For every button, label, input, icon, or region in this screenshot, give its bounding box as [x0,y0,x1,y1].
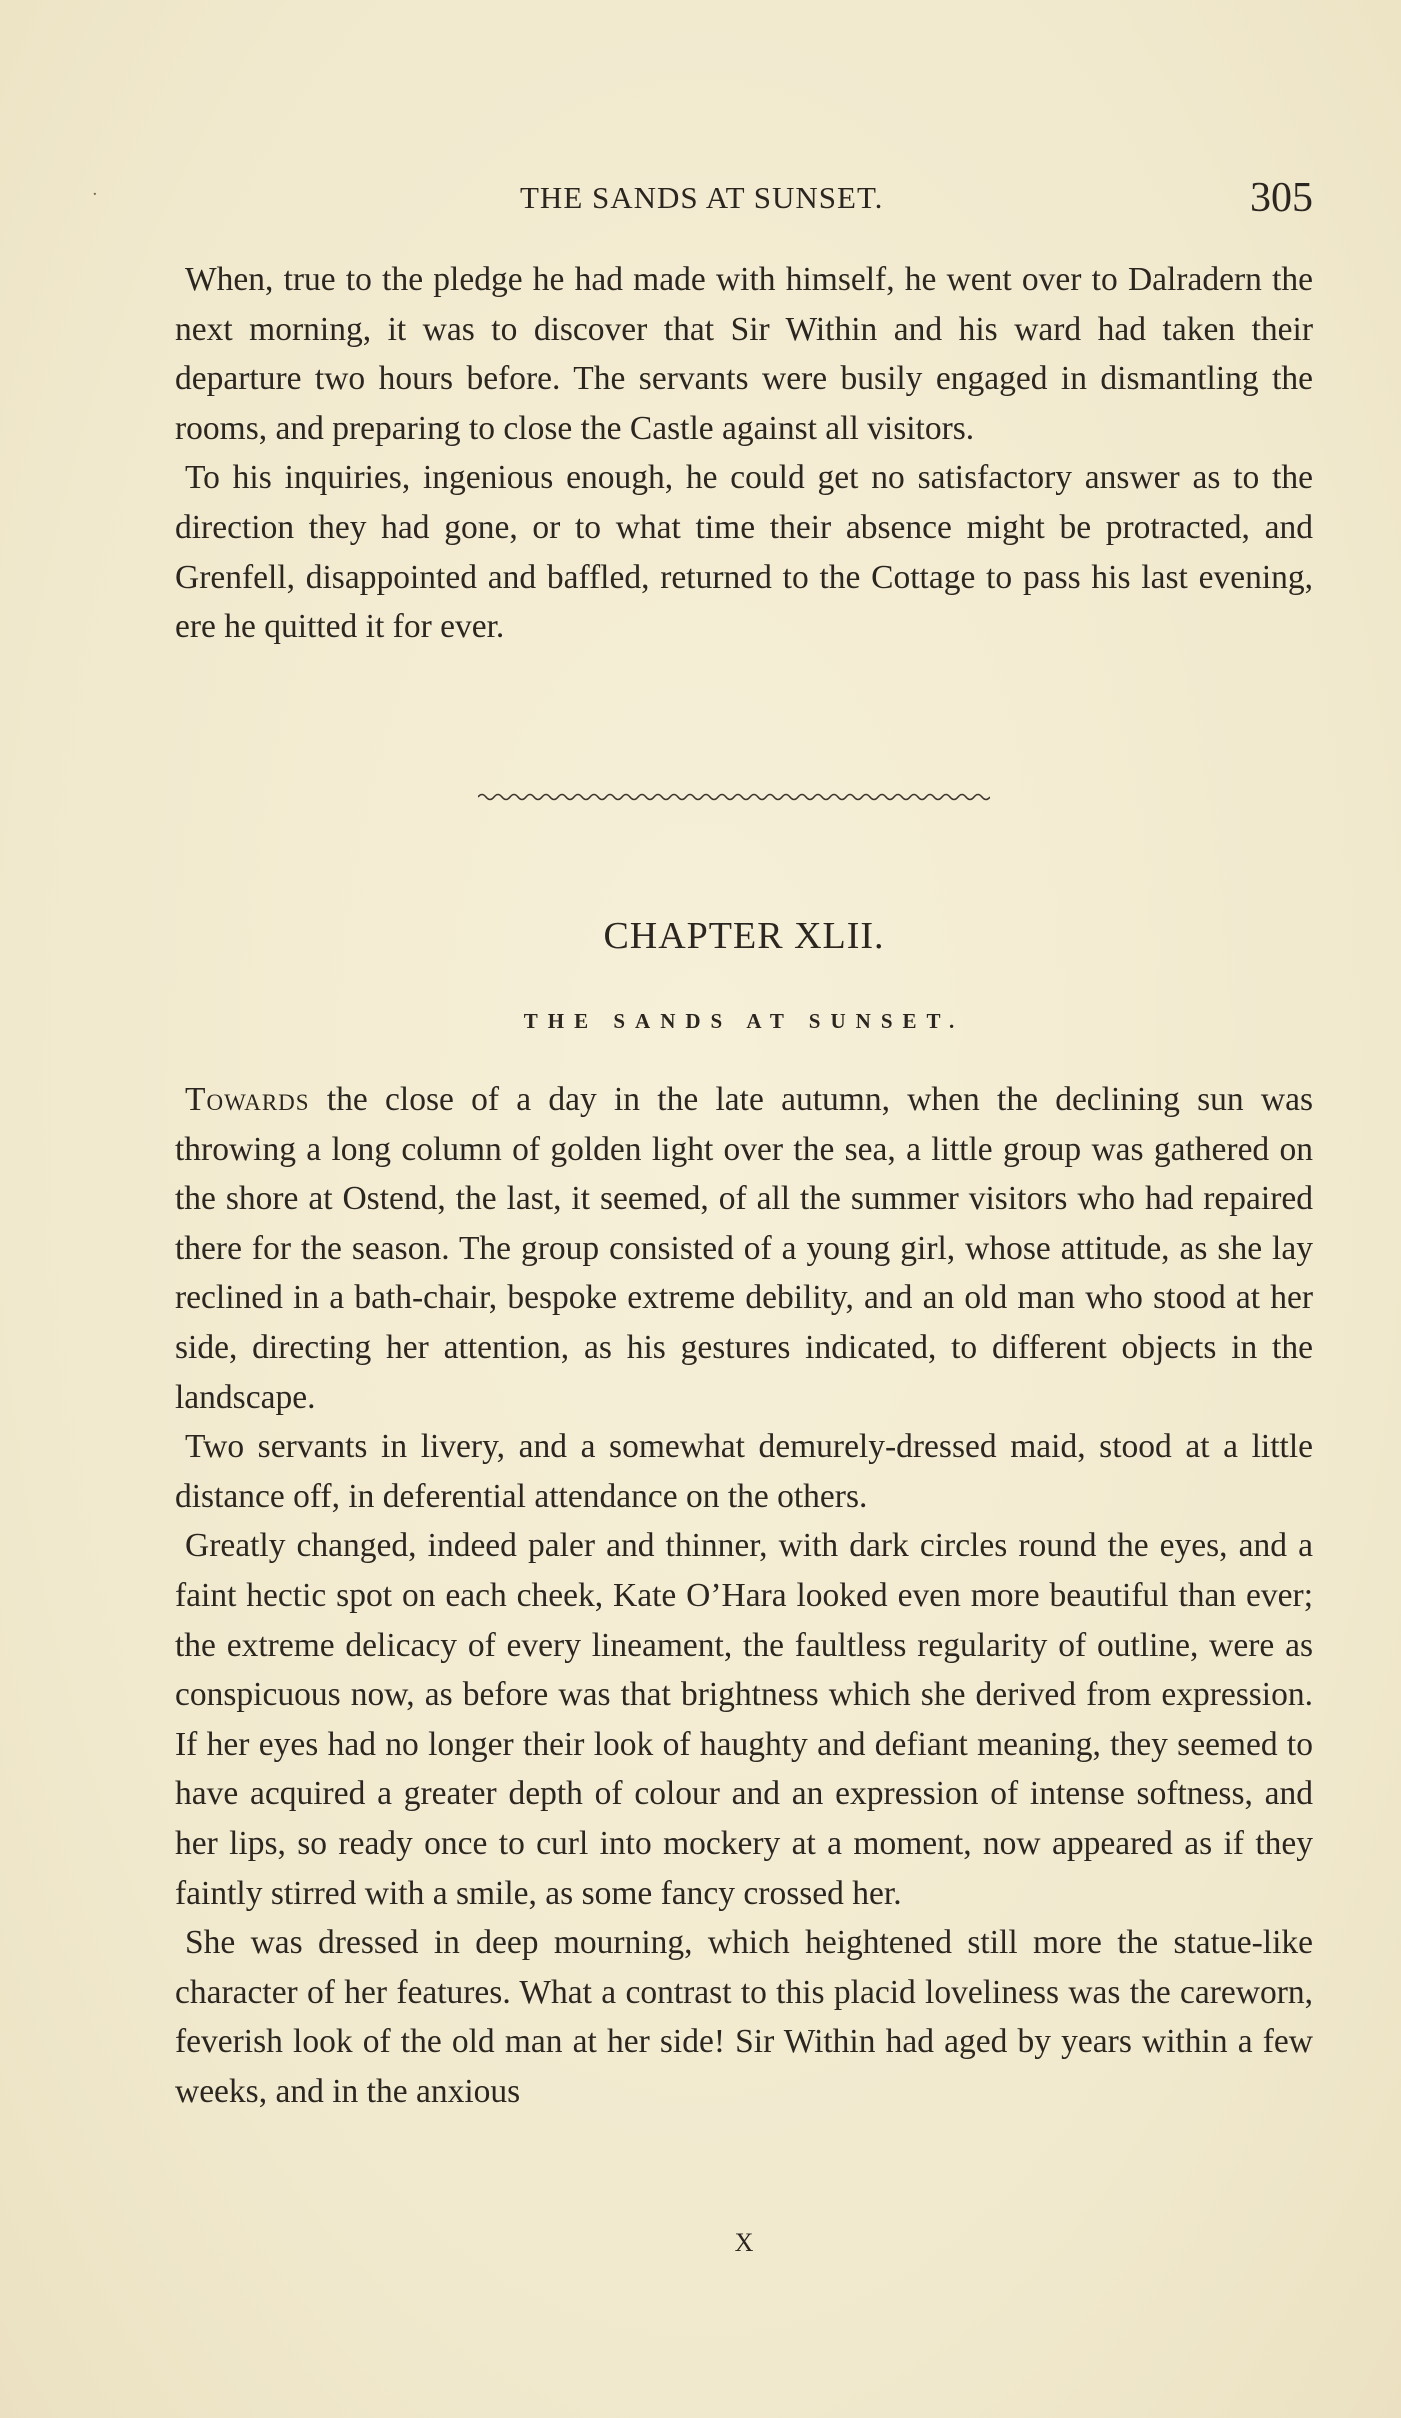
running-head [175,174,1313,234]
chapter-body [175,1075,1313,2116]
chapter-heading: CHAPTER XLII. [603,915,885,957]
stray-mark: · [92,184,98,205]
paragraph: Two servants in livery, and a somewhat demurely-dressed maid, stood at a little distance off, in deferential attendance on the others. [175,1428,1313,1515]
running-title: THE SANDS AT SUNSET. [520,180,884,215]
opening-paragraph [175,1075,1313,1422]
chapter-subtitle: THE SANDS AT SUNSET. [523,1009,965,1033]
paragraph: To his inquiries, ingenious enough, he could get no satisfactory answer as to the direction they had gone, or to what time their absence might be protracted, and Grenfell, disappointed and baffled, returned to the Cottage to pass his last evening, ere he quitted it for ever. [175,459,1313,646]
opening-word: Towards [185,1081,310,1118]
page-number: 305 [1250,175,1313,221]
paragraph: She was dressed in deep mourning, which heightened still more the statue-like character of her features. What a contrast to this placid loveliness was the careworn, feverish look of the old man at her side! Sir Within had aged by years within a few weeks, and in the anxious [175,1924,1313,2110]
opening-text: the close of a day in the late autumn, when the declining sun was throwing a long column of golden light over the sea, a little group was gathered on the shore at Ostend, the last, it seemed, of all the summer visitors who had repaired there for the season. The group consisted of a young girl, whose attitude, as she lay reclined in a bath-chair, bespoke extreme debility, and an old man who stood at her side, directing her attention, as his gestures indicated, to different objects in the landscape. [175,1081,1313,1416]
signature-mark: X [734,2228,754,2257]
wavy-divider [478,790,990,804]
top-text-block [175,255,1313,652]
paragraph: When, true to the pledge he had made with himself, he went over to Dalradern the next morning, it was to discover that Sir Within and his ward had taken their departure two hours before. The servants were busily engaged in dismantling the rooms, and preparing to close the Castle against all visitors. [175,261,1313,447]
paragraph: Greatly changed, indeed paler and thinner, with dark circles round the eyes, and a faint hectic spot on each cheek, Kate O’Hara looked even more beautiful than ever; the extreme delicacy of every lineament, the faultless regularity of outline, were as conspicuous now, as before was that brightness which she derived from expression. If her eyes had no longer their look of haughty and defiant meaning, they seemed to have acquired a greater depth of colour and an expression of intense softness, and her lips, so ready once to curl into mockery at a moment, now appeared as if they faintly stirred with a smile, as some fancy crossed her. [175,1527,1313,1912]
